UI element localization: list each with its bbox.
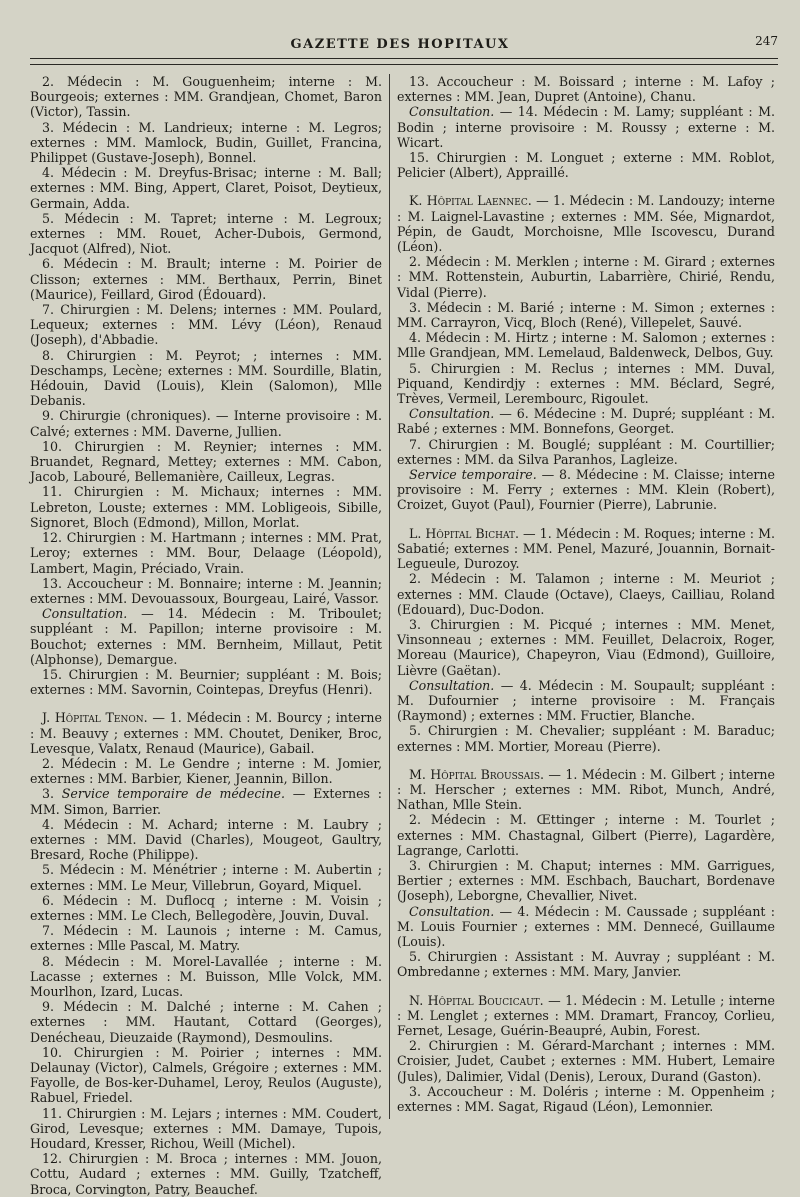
entry-paragraph	[30, 999, 382, 1045]
italic-label: Service temporaire de médecine.	[61, 786, 286, 802]
entry-paragraph	[397, 254, 775, 300]
entry-text: 2. Chirurgien : M. Gérard-Marchant ; internes : MM. Croisier, Judet, Caubet ; externes : MM. Hubert, Lemaire (Jules), Dalimier, Vidal (Denis), Leroux, Durand (Gaston).	[397, 1038, 775, 1084]
entry-paragraph	[30, 530, 382, 576]
entry-paragraph	[30, 667, 382, 697]
entry-paragraph	[30, 1106, 382, 1152]
entry-text: 3. Médecin : M. Barié ; interne : M. Simon ; externes : MM. Carrayron, Vicq, Bloch (René), Villepelet, Sauvé.	[397, 299, 775, 331]
entry-text: 13. Accoucheur : M. Bonnaire; interne : M. Jeannin; externes : MM. Devouassoux, Bourgeau, Lairé, Vassor.	[30, 575, 382, 606]
entry-paragraph	[30, 786, 382, 816]
entry-paragraph	[397, 723, 775, 753]
entry-text: — 1. Médecin : M. Letulle ; interne : M. Lenglet ; externes : MM. Dramart, Francoy, Corlieu, Fernet, Lesage, Guérin-Beaupré, Aubin, Forest.	[397, 992, 775, 1038]
entry-paragraph	[30, 211, 382, 257]
italic-label: Consultation.	[409, 903, 495, 919]
entry-text: 5. Médecin : M. Ménétrier ; interne : M. Aubertin ; externes : MM. Le Meur, Villebrun, Goyard, Miquel.	[30, 862, 382, 893]
entry-text: 8. Médecin : M. Morel-Lavallée ; interne : M. Lacasse ; externes : M. Buisson, Mlle Volck, MM. Mourlhon, Izard, Lucas.	[30, 953, 382, 999]
entry-paragraph	[30, 893, 382, 923]
entry-text: 5. Médecin : M. Tapret; interne : M. Legroux; externes : MM. Rouet, Acher-Dubois, Germond, Jacquot (Alfred), Niot.	[30, 210, 382, 257]
entry-text: 12. Chirurgien : M. Broca ; internes : MM. Jouon, Cottu, Audard ; externes : MM. Guilly, Tzatcheff, Broca, Corvington, Patry, Beauchef.	[30, 1151, 382, 1197]
entry-text: — 1. Médecin : M. Landouzy; interne : M. Laignel-Lavastine ; externes : MM. Sée, Mignardot, Pépin, de Gaudt, Morchoisne, Mlle Iscovescu, Durand (Léon).	[397, 193, 775, 255]
entry-paragraph	[397, 571, 775, 617]
entry-text: — 4. Médecin : M. Caussade ; suppléant : M. Louis Fournier ; externes : MM. Dennecé, Guillaume (Louis).	[397, 903, 775, 949]
entry-paragraph	[30, 484, 382, 530]
entry-text: 3. Médecin : M. Landrieux; interne : M. Legros; externes : MM. Mamlock, Budin, Guillet, Francina, Philippet (Gustave-Joseph), Bonnel.	[30, 119, 382, 166]
entry-text: 2. Médecin : M. Gouguenheim; interne : M. Bourgeois; externes : MM. Grandjean, Chomet, Baron (Victor), Tassin.	[30, 74, 382, 120]
entry-paragraph	[30, 756, 382, 786]
journal-title: GAZETTE DES HOPITAUX	[290, 37, 510, 52]
header-rule-thin	[30, 58, 778, 59]
entry-text: 4. Médecin : M. Hirtz ; interne : M. Salomon ; externes : Mlle Grandjean, MM. Lemelaud, Baldenweck, Delbos, Guy.	[397, 330, 775, 361]
entry-paragraph	[397, 330, 775, 360]
entry-text: 3. Chirurgien : M. Chaput; internes : MM. Garrigues, Bertier ; externes : MM. Eschbach, Bauchart, Bordenave (Joseph), Leborgne, Chevallier, Nivet.	[397, 857, 775, 904]
entry-text: 3. Chirurgien : M. Picqué ; internes : MM. Menet, Vinsonneau ; externes : MM. Feuillet, Delacroix, Roger, Moreau (Maurice), Chapeyron, Viau (Edmond), Guilloire, Lièvre (Gaëtan).	[397, 616, 775, 678]
entry-paragraph	[30, 1151, 382, 1197]
header-rule-thick	[30, 64, 778, 65]
entry-text: 2. Médecin : M. Œttinger ; interne : M. Tourlet ; externes : MM. Chastagnal, Gilbert (Pierre), Lagardère, Lagrange, Carlotti.	[397, 812, 775, 858]
entry-paragraph	[30, 74, 382, 120]
entry-text: 11. Chirurgien : M. Michaux; internes : MM. Lebreton, Louste; externes : MM. Lobligeois, Sibille, Signoret, Bloch (Edmond), Millon, Morlat.	[30, 484, 382, 530]
page-header	[0, 0, 800, 68]
entry-paragraph	[30, 606, 382, 667]
entry-text: 10. Chirurgien : M. Poirier ; internes : MM. Delaunay (Victor), Calmels, Grégoire ; externes : MM. Fayolle, de Bos-ker-Duhamel, Leroy, Reulos (Auguste), Rabuel, Friedel.	[30, 1044, 382, 1106]
entry-paragraph	[397, 361, 775, 407]
entry-text: 9. Médecin : M. Dalché ; interne : M. Cahen ; externes : MM. Hautant, Cottard (Georges), Denécheau, Dieuzaide (Raymond), Desmoulins.	[30, 999, 382, 1045]
entry-text: — 1. Médecin : M. Bourcy ; interne : M. Beauvy ; externes : MM. Choutet, Deniker, Broc, Levesque, Valatx, Renaud (Maurice), Gabail.	[30, 710, 382, 756]
entry-text: — Externes : MM. Simon, Barrier.	[30, 786, 382, 817]
entry-paragraph	[397, 858, 775, 904]
entry-text: 5. Chirurgien : M. Reclus ; internes : MM. Duval, Piquand, Kendirdjy : externes : MM. Béclard, Segré, Trèves, Vermeil, Lerembourc, Rigoulet.	[397, 360, 775, 407]
italic-label: Service temporaire.	[409, 467, 537, 483]
entry-text: 6. Médecin : M. Duflocq ; interne : M. Voisin ; externes : MM. Le Clech, Bellegodère, Jouvin, Duval.	[30, 892, 382, 923]
column-divider	[389, 74, 390, 1119]
right-column	[397, 74, 775, 1134]
section-heading: M. Hôpital Broussais.	[409, 766, 544, 782]
entry-paragraph	[30, 954, 382, 1000]
entry-text: 7. Chirurgien : M. Delens; internes : MM. Poulard, Lequeux; externes : MM. Lévy (Léon), Renaud (Joseph), d'Abbadie.	[30, 302, 382, 348]
entry-text: — 1. Médecin : M. Roques; interne : M. Sabatié; externes : MM. Penel, Mazuré, Jouannin, Bornait-Legueule, Durozoy.	[397, 525, 776, 572]
italic-label: Consultation.	[409, 677, 495, 693]
entry-paragraph	[30, 165, 382, 211]
entry-text: 11. Chirurgien : M. Lejars ; internes : MM. Coudert, Girod, Levesque; externes : MM. Damaye, Tupois, Houdard, Kresser, Richou, Weill (Michel).	[30, 1105, 382, 1152]
entry-paragraph	[397, 812, 775, 858]
entry-paragraph	[397, 678, 775, 724]
entry-text: — 4. Médecin : M. Soupault; suppléant : M. Dufournier ; interne provisoire : M. Français (Raymond) ; externes : MM. Fructier, Blanche.	[397, 677, 775, 724]
entry-text: — 1. Médecin : M. Gilbert ; interne : M. Herscher ; externes : MM. Ribot, Munch, André, Nathan, Mlle Stein.	[397, 766, 775, 813]
left-column	[30, 74, 382, 1197]
entry-paragraph	[30, 817, 382, 863]
section-paragraph	[397, 193, 775, 254]
section-heading: J. Hôpital Tenon.	[42, 710, 148, 726]
italic-label: Consultation.	[409, 406, 495, 422]
page-number: 247	[755, 34, 778, 48]
section-heading: L. Hôpital Bichat.	[409, 525, 519, 541]
italic-label: Consultation.	[409, 104, 495, 120]
entry-text: 9. Chirurgie (chroniques). — Interne provisoire : M. Calvé; externes : MM. Daverne, Jullien.	[30, 408, 382, 439]
entry-text: 3. Accoucheur : M. Doléris ; interne : M. Oppenheim ; externes : MM. Sagat, Rigaud (Léon), Lemonnier.	[397, 1083, 775, 1114]
entry-paragraph	[30, 1045, 382, 1106]
entry-text: — 8. Médecine : M. Claisse; interne provisoire : M. Ferry ; externes : MM. Klein (Robert), Croizet, Guyot (Paul), Fournier (Pierre), Labrunie.	[397, 467, 775, 513]
section-paragraph	[30, 710, 382, 756]
entry-paragraph	[30, 256, 382, 302]
entry-paragraph	[30, 408, 382, 438]
entry-text: 2. Médecin : M. Talamon ; interne : M. Meuriot ; externes : MM. Claude (Octave), Claeys, Cailliau, Roland (Edouard), Duc-Dodon.	[397, 571, 775, 617]
entry-paragraph	[397, 617, 775, 678]
entry-text: 3.	[42, 786, 62, 802]
entry-paragraph	[397, 467, 775, 513]
entry-text: 2. Médecin : M. Le Gendre ; interne : M. Jomier, externes : MM. Barbier, Kiener, Jeannin, Billon.	[30, 755, 382, 787]
entry-paragraph	[30, 348, 382, 409]
entry-text: — 14. Médecin : M. Lamy; suppléant : M. Bodin ; interne provisoire : M. Roussy ; externe : M. Wicart.	[397, 104, 775, 150]
entry-text: — 14. Médecin : M. Triboulet; suppléant : M. Papillon; interne provisoire : M. Bouchot; externes : MM. Bernheim, Millaut, Petit (Alphonse), Demargue.	[30, 606, 382, 667]
italic-label: Consultation.	[42, 606, 128, 622]
entry-paragraph	[397, 904, 775, 950]
entry-paragraph	[397, 1038, 775, 1084]
entry-text: 7. Médecin : M. Launois ; interne : M. Camus, externes : Mlle Pascal, M. Matry.	[30, 923, 382, 954]
entry-text: 8. Chirurgien : M. Peyrot; ; internes : MM. Deschamps, Lecène; externes : MM. Sourdille, Blatin, Hédouin, David (Louis), Klein (Salomon), Mlle Debanis.	[30, 347, 382, 409]
entry-paragraph	[397, 74, 775, 104]
entry-paragraph	[30, 576, 382, 606]
entry-text: — 6. Médecine : M. Dupré; suppléant : M. Rabé ; externes : MM. Bonnefons, Georget.	[397, 406, 775, 437]
entry-text: 10. Chirurgien : M. Reynier; internes : MM. Bruandet, Regnard, Mettey; externes : MM. Cabon, Jacob, Labouré, Bellemanière, Cailleux, Legras.	[30, 438, 382, 485]
entry-paragraph	[397, 1084, 775, 1114]
entry-text: 4. Médecin : M. Achard; interne : M. Laubry ; externes : MM. David (Charles), Mougeot, Gaultry, Bresard, Roche (Philippe).	[30, 816, 382, 863]
entry-paragraph	[30, 302, 382, 348]
entry-text: 15. Chirurgien : M. Beurnier; suppléant : M. Bois; externes : MM. Savornin, Cointepas, Dreyfus (Henri).	[30, 666, 382, 698]
entry-paragraph	[397, 406, 775, 436]
section-heading: K. Hôpital Laennec.	[409, 193, 532, 209]
entry-paragraph	[397, 437, 775, 467]
entry-paragraph	[30, 862, 382, 892]
section-heading: N. Hôpital Boucicaut.	[409, 992, 544, 1008]
entry-text: 2. Médecin : M. Merklen ; interne : M. Girard ; externes : MM. Rottenstein, Auburtin, Labarrière, Chirié, Rendu, Vidal (Pierre).	[397, 254, 775, 300]
entry-paragraph	[30, 120, 382, 166]
entry-text: 12. Chirurgien : M. Hartmann ; internes : MM. Prat, Leroy; externes : MM. Bour, Delaage (Léopold), Lambert, Magin, Préciado, Vrain.	[30, 530, 382, 576]
entry-paragraph	[30, 923, 382, 953]
entry-paragraph	[30, 439, 382, 485]
entry-text: 4. Médecin : M. Dreyfus-Brisac; interne : M. Ball; externes : MM. Bing, Appert, Claret, Poisot, Deytieux, Germain, Adda.	[30, 165, 382, 211]
entry-text: 7. Chirurgien : M. Bouglé; suppléant : M. Courtillier; externes : MM. da Silva Paranhos, Lagleize.	[397, 436, 775, 467]
entry-text: 15. Chirurgien : M. Longuet ; externe : MM. Roblot, Pelicier (Albert), Appraillé.	[397, 150, 775, 181]
entry-paragraph	[397, 104, 775, 150]
entry-text: 6. Médecin : M. Brault; interne : M. Poirier de Clisson; externes : MM. Berthaux, Perrin, Binet (Maurice), Feillard, Girod (Édouard).	[30, 256, 382, 302]
section-paragraph	[397, 767, 775, 813]
entry-text: 13. Accoucheur : M. Boissard ; interne : M. Lafoy ; externes : MM. Jean, Dupret (Antoine), Chanu.	[397, 74, 775, 105]
entry-paragraph	[397, 150, 775, 180]
entry-paragraph	[397, 949, 775, 979]
entry-text: 5. Chirurgien : Assistant : M. Auvray ; suppléant : M. Ombredanne ; externes : MM. Mary, Janvier.	[397, 949, 775, 980]
section-paragraph	[397, 526, 775, 572]
section-paragraph	[397, 993, 775, 1039]
entry-text: 5. Chirurgien : M. Chevalier; suppléant : M. Baraduc; externes : MM. Mortier, Moreau (Pierre).	[397, 723, 775, 754]
entry-paragraph	[397, 300, 775, 330]
